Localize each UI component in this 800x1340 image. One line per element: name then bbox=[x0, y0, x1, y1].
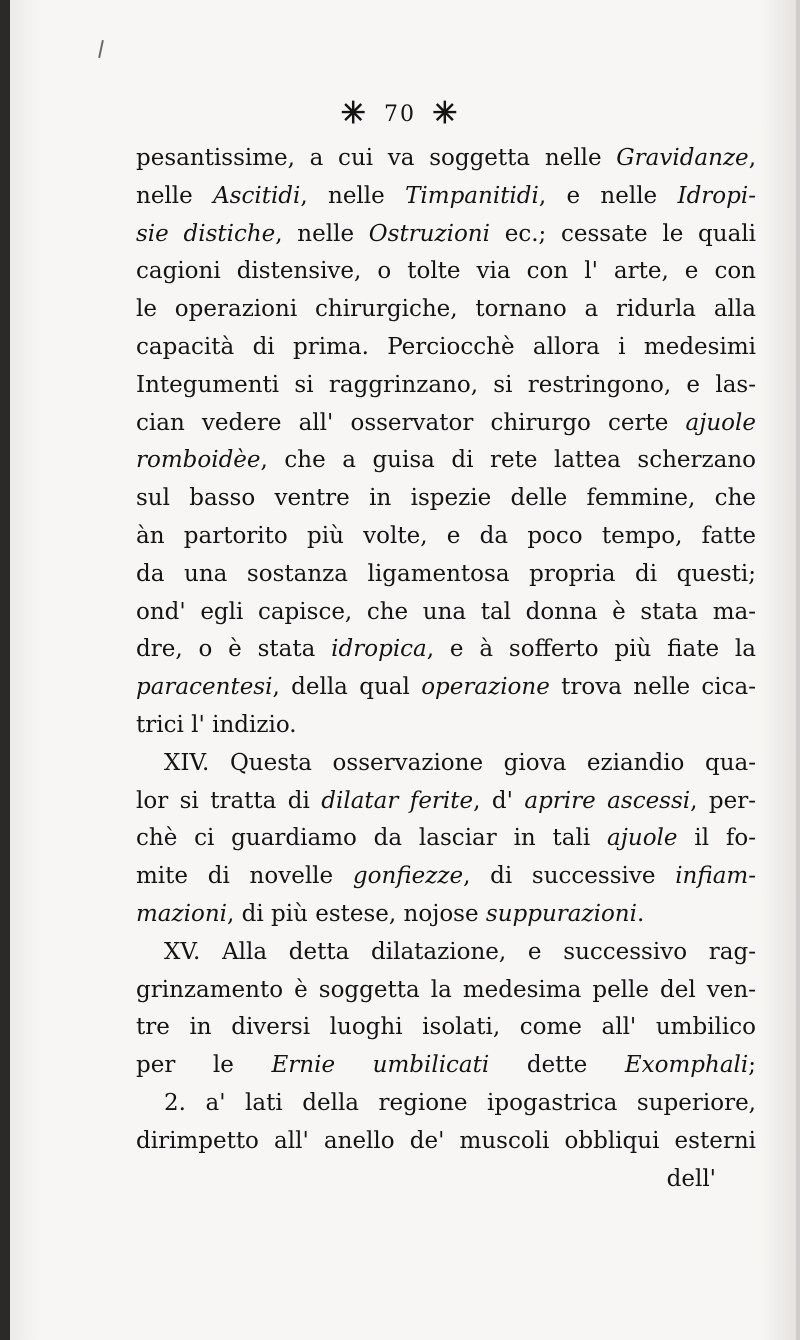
text-line bbox=[136, 329, 756, 367]
text-segment: 2. a' lati della regione ipogastrica superiore, bbox=[164, 1089, 756, 1116]
scan-left-edge bbox=[0, 0, 10, 1340]
catchword: dell' bbox=[666, 1165, 716, 1192]
text-line bbox=[136, 253, 756, 291]
text-segment: capacità di prima. Perciocchè allora i medesimi bbox=[136, 333, 756, 360]
text-line bbox=[136, 442, 756, 480]
text-segment: grinzamento è soggetta la medesima pelle del ven- bbox=[136, 976, 756, 1003]
italic-text: dilatar ferite bbox=[321, 787, 474, 814]
italic-text: ajuole bbox=[607, 825, 678, 852]
italic-text: ajuole bbox=[685, 409, 756, 436]
text-segment: lor si tratta di bbox=[136, 787, 322, 814]
text-segment: trici l' indizio. bbox=[136, 711, 297, 738]
italic-text: Timpanitidi bbox=[405, 182, 539, 209]
text-line bbox=[136, 556, 756, 594]
text-segment: tre in diversi luoghi isolati, come all' umbilico bbox=[136, 1014, 756, 1041]
page-number: 70 bbox=[384, 102, 416, 127]
text-line bbox=[136, 367, 756, 405]
text-segment: , bbox=[748, 145, 756, 171]
italic-text: Gravidanze bbox=[616, 145, 749, 171]
page-header bbox=[0, 96, 800, 131]
italic-text: mazioni bbox=[136, 900, 228, 927]
text-line bbox=[136, 858, 756, 896]
text-segment: , d' bbox=[473, 787, 525, 814]
text-line bbox=[136, 1085, 756, 1123]
text-segment: per le bbox=[136, 1052, 272, 1079]
text-line bbox=[136, 518, 756, 556]
italic-text: operazione bbox=[421, 674, 550, 701]
text-line bbox=[136, 216, 756, 254]
text-line bbox=[136, 480, 756, 518]
text-segment: cian vedere all' osservator chirurgo certe bbox=[136, 409, 686, 436]
text-line bbox=[136, 1009, 756, 1047]
text-line bbox=[136, 1047, 756, 1085]
text-segment: dre, o è stata bbox=[136, 636, 332, 663]
text-segment: sul basso ventre in ispezie delle femmine, che bbox=[136, 485, 756, 512]
text-segment: nelle bbox=[136, 182, 214, 209]
text-segment: le operazioni chirurgiche, tornano a ridurla alla bbox=[136, 296, 756, 323]
text-segment: , nelle bbox=[275, 220, 369, 247]
text-segment: cagioni distensive, o tolte via con l' arte, e con bbox=[136, 258, 756, 285]
catchword-line bbox=[136, 1161, 756, 1199]
text-segment: dirimpetto all' anello de' muscoli obbliqui esterni bbox=[136, 1127, 756, 1154]
italic-text: infiam- bbox=[675, 863, 756, 890]
left-ornament-icon: ✳ bbox=[340, 96, 368, 131]
italic-text: idropica bbox=[331, 636, 427, 663]
text-line bbox=[136, 631, 756, 669]
text-body bbox=[136, 140, 756, 1198]
text-segment: mite di novelle bbox=[136, 863, 353, 890]
text-segment: ond' egli capisce, che una tal donna è stata ma- bbox=[136, 598, 756, 625]
text-line bbox=[136, 291, 756, 329]
italic-text: aprire ascessi bbox=[524, 787, 691, 814]
italic-text: Ascitidi bbox=[213, 182, 301, 209]
text-segment: trova nelle cica- bbox=[549, 674, 757, 701]
text-segment: il fo- bbox=[677, 825, 757, 852]
italic-text: Ernie umbilicati bbox=[271, 1052, 490, 1079]
italic-text: Idropi- bbox=[677, 182, 756, 209]
text-line bbox=[136, 405, 756, 443]
text-segment: , e à sofferto più fiate la bbox=[426, 636, 756, 663]
text-segment: XIV. Questa osservazione giova eziandio qua- bbox=[164, 749, 756, 776]
text-segment: , della qual bbox=[272, 674, 422, 701]
text-segment: , di successive bbox=[463, 863, 676, 890]
text-segment: dette bbox=[489, 1052, 625, 1079]
italic-text: sie distiche bbox=[136, 220, 276, 247]
text-line bbox=[136, 707, 756, 745]
text-line bbox=[136, 140, 756, 178]
text-line bbox=[136, 820, 756, 858]
italic-text: Ostruzioni bbox=[368, 220, 490, 247]
text-line bbox=[136, 783, 756, 821]
text-line bbox=[136, 934, 756, 972]
text-line bbox=[136, 594, 756, 632]
text-segment: , di più estese, nojose bbox=[227, 900, 486, 927]
right-ornament-icon: ✳ bbox=[432, 96, 460, 131]
text-line bbox=[136, 896, 756, 934]
pencil-mark bbox=[98, 40, 104, 58]
text-segment: pesantissime, a cui va soggetta nelle bbox=[136, 145, 617, 171]
text-segment: Integumenti si raggrinzano, si restringono, e las- bbox=[136, 371, 756, 398]
text-segment: XV. Alla detta dilatazione, e successivo rag- bbox=[164, 938, 756, 965]
text-segment: ec.; cessate le quali bbox=[489, 220, 756, 247]
text-segment: . bbox=[636, 900, 645, 927]
text-segment: , che a guisa di rete lattea scherzano bbox=[260, 447, 756, 474]
text-line bbox=[136, 669, 756, 707]
text-segment: , nelle bbox=[300, 182, 406, 209]
text-segment: , e nelle bbox=[538, 182, 678, 209]
text-line bbox=[136, 745, 756, 783]
text-segment: da una sostanza ligamentosa propria di questi; bbox=[136, 560, 756, 587]
italic-text: gonfiezze bbox=[352, 863, 464, 890]
italic-text: romboidèe bbox=[136, 447, 261, 474]
text-line bbox=[136, 1123, 756, 1161]
text-segment: àn partorito più volte, e da poco tempo, fatte bbox=[136, 522, 756, 549]
text-line bbox=[136, 972, 756, 1010]
text-line bbox=[136, 178, 756, 216]
italic-text: suppurazioni bbox=[485, 900, 637, 927]
text-segment: chè ci guardiamo da lasciar in tali bbox=[136, 825, 608, 852]
text-segment: ; bbox=[748, 1052, 757, 1079]
italic-text: Exomphali bbox=[624, 1052, 749, 1079]
italic-text: paracentesi bbox=[136, 674, 273, 701]
text-segment: , per- bbox=[690, 787, 756, 814]
scan-right-edge bbox=[796, 0, 800, 1340]
